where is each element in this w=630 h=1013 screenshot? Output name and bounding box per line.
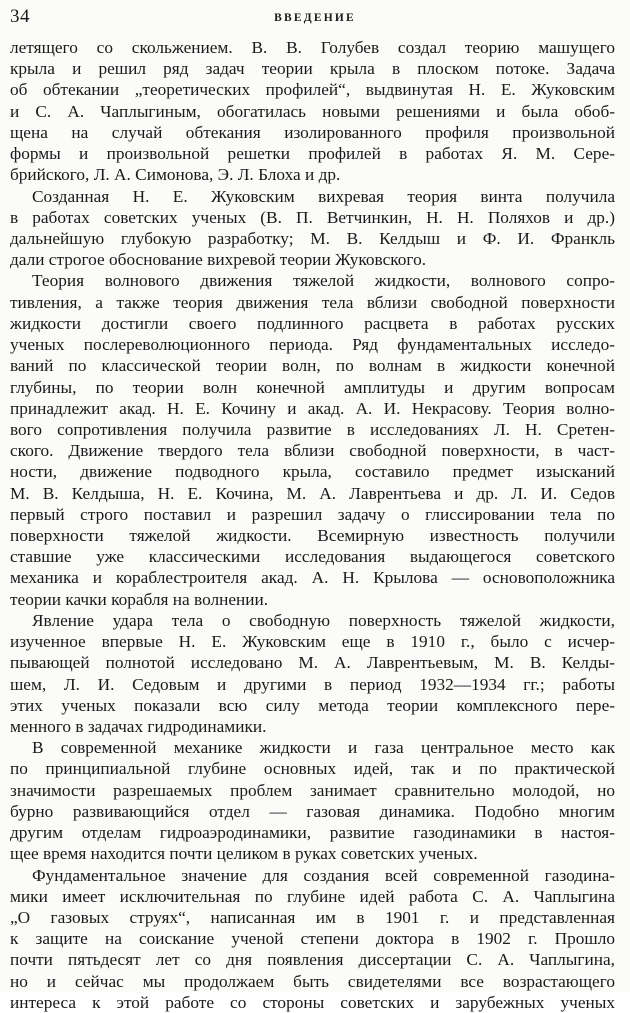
text-line: тивления, а также теория движения тела вблизи свободной поверхности (10, 292, 615, 312)
text-line: мики имеет исключительная по глубине идей работа С. А. Чаплыгина (10, 886, 615, 906)
text-line: интереса к этой работе со стороны советских и зарубежных ученых (10, 992, 615, 1012)
text-line: об обтекании „теоретических профилей“, выдвинутая Н. Е. Жуковским (10, 80, 615, 100)
text-line: брийского, Л. А. Симонова, Э. Л. Блоха и др. (10, 165, 341, 185)
text-line: этих ученых показали всю силу метода теории комплексного пере- (10, 695, 615, 715)
text-line: жидкости достигли своего подлинного расцвета в работах русских (10, 313, 615, 333)
text-line: другим отделам гидроаэродинамики, развитие газодинамики в настоя- (10, 823, 615, 843)
text-line: вого сопротивления получила развитие в исследованиях Л. Н. Сретен- (10, 419, 615, 439)
text-line: изученное впервые Н. Е. Жуковским еще в 1910 г., было с исчер- (10, 632, 615, 652)
text-line: дали строгое обоснование вихревой теории Жуковского. (10, 250, 427, 270)
text-line: ского. Движение твердого тела вблизи свободной поверхности, в част- (10, 441, 615, 461)
text-line: к защите на соискание ученой степени доктора в 1902 г. Прошло (10, 929, 615, 949)
text-line: ваний по классической теории волн, по волнам в жидкости конечной (10, 356, 615, 376)
text-line: пывающей полнотой исследовано М. А. Лаврентьевым, М. В. Келды- (10, 653, 615, 673)
text-line: поверхности тяжелой жидкости. Всемирную известность получили (10, 526, 615, 546)
text-line: дальнейшую глубокую разработку; М. В. Келдыш и Ф. И. Франкль (10, 228, 615, 248)
paragraph (10, 737, 615, 864)
text-line: теории качки корабля на волнении. (10, 589, 269, 609)
text-line: принадлежит акад. Н. Е. Кочину и акад. А. И. Некрасову. Теория волно- (10, 398, 615, 418)
text-line: глубины, по теории волн конечной амплитуды и другим вопросам (10, 377, 615, 397)
running-head: ВВЕДЕНИЕ (274, 12, 356, 24)
text-line: „О газовых струях“, написанная им в 1901 г. и представленная (10, 907, 615, 927)
text-line: щена на случай обтекания изолированного профиля произвольной (10, 122, 615, 142)
text-line: формы и произвольной решетки профилей в работах Я. М. Сере- (10, 144, 615, 164)
text-line: первый строго поставил и разрешил задачу о глиссировании тела по (10, 504, 615, 524)
text-line: Явление удара тела о свободную поверхность тяжелой жидкости, (32, 610, 615, 630)
text-line: Созданная Н. Е. Жуковским вихревая теория винта получила (32, 186, 615, 206)
text-line: Теория волнового движения тяжелой жидкости, волнового сопро- (32, 271, 615, 291)
text-line: крыла и решил ряд задач теории крыла в плоском потоке. Задача (10, 59, 615, 79)
text-line: почти пятьдесят лет со дня появления диссертации С. А. Чаплыгина, (10, 950, 615, 970)
text-line: бурно развивающийся отдел — газовая динамика. Подобно многим (10, 801, 615, 821)
text-line: ученых послереволюционного периода. Ряд фундаментальных исследо- (10, 335, 615, 355)
paragraph (10, 37, 615, 186)
paragraph (10, 186, 615, 271)
text-line: ности, движение подводного крыла, составило предмет изысканий (10, 462, 615, 482)
page-number: 34 (10, 6, 30, 27)
text-line: ставшие уже классическими исследования выдающегося советского (10, 547, 615, 567)
text-line: и С. А. Чаплыгиным, обогатилась новыми решениями и была обоб- (10, 101, 615, 121)
text-line: менного в задачах гидродинамики. (10, 717, 267, 736)
paragraph (10, 270, 615, 610)
text-line: Фундаментальное значение для создания всей современной газодина- (32, 865, 615, 885)
paragraph (10, 610, 615, 737)
text-line: шем, Л. И. Седовым и другими в период 1932—1934 гг.; работы (10, 674, 615, 694)
text-line: М. В. Келдыша, Н. Е. Кочина, М. А. Лаврентьева и др. Л. И. Седов (10, 483, 615, 503)
text-line: но и сейчас мы продолжаем быть свидетелями все возрастающего (10, 971, 615, 991)
text-line: В современной механике жидкости и газа центральное место как (32, 738, 615, 758)
page-header (10, 4, 620, 32)
text-line: по принципиальной глубине основных идей, так и по практической (10, 759, 615, 779)
paragraph (10, 865, 615, 1013)
text-line: механика и кораблестроителя акад. А. Н. Крылова — основоположника (10, 568, 615, 588)
text-line: значимости разрешаемых проблем занимает сравнительно молодой, но (10, 780, 615, 800)
text-line: щее время находится почти целиком в руках советских ученых. (10, 844, 478, 864)
text-line: в работах советских ученых (В. П. Ветчинкин, Н. Н. Поляхов и др.) (10, 207, 615, 227)
text-line: летящего со скольжением. В. В. Голубев создал теорию машущего (10, 38, 615, 57)
page-body-text (10, 37, 615, 1013)
